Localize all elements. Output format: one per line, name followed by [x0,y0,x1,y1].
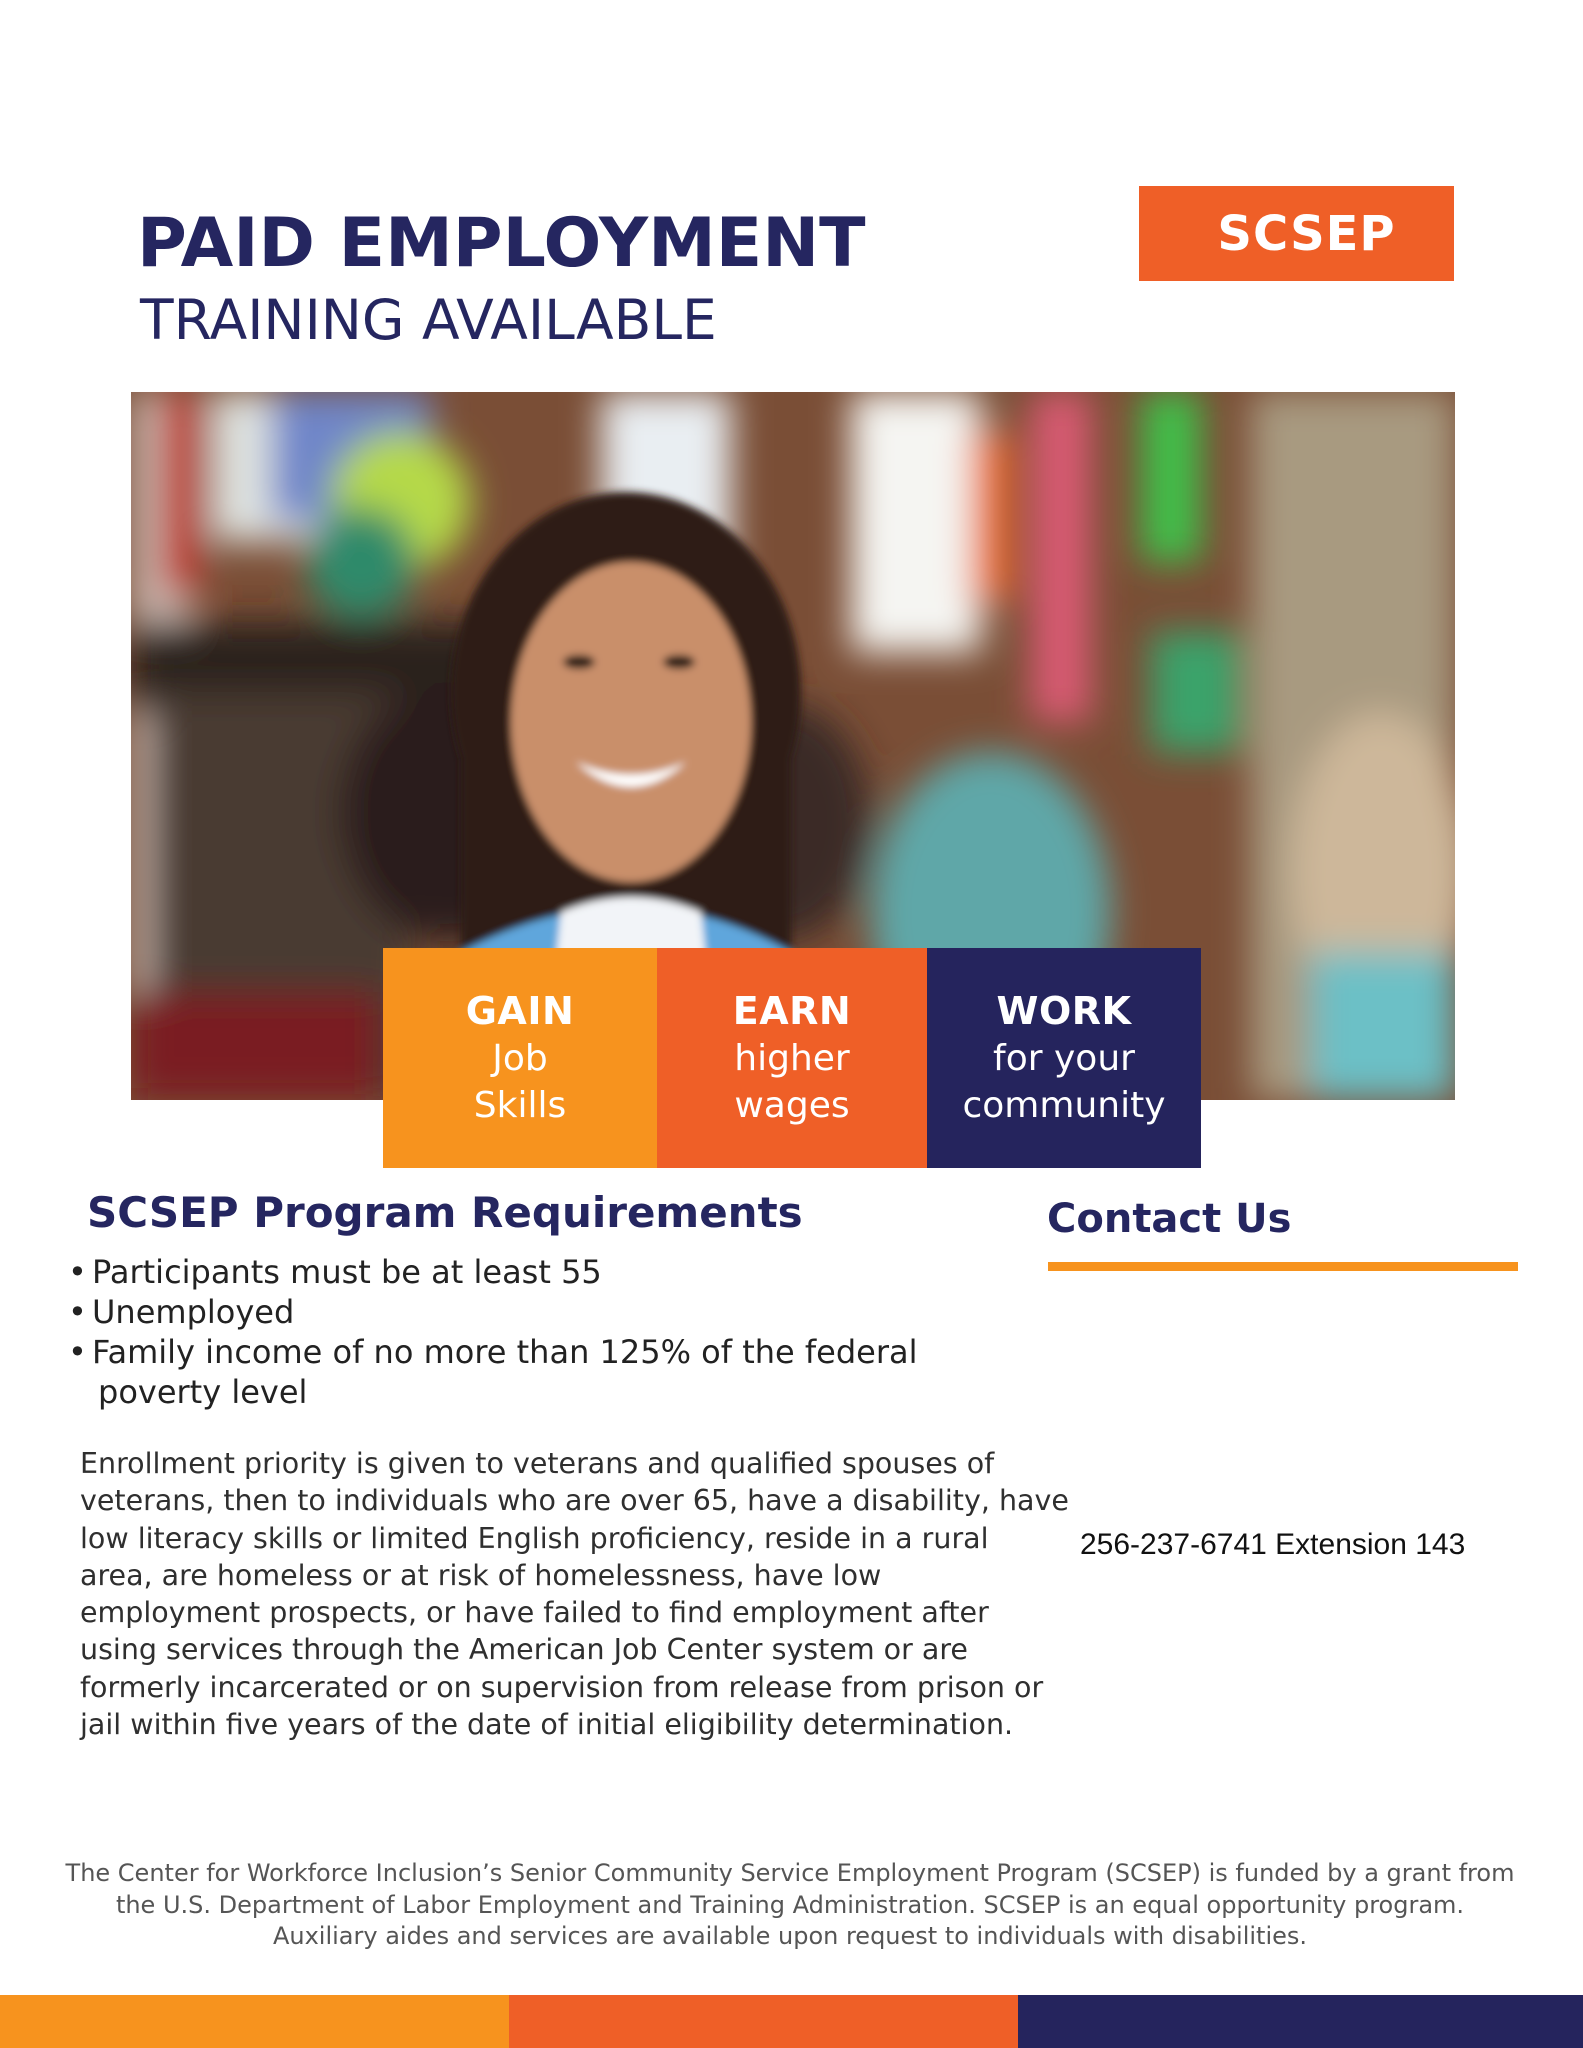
requirements-list [68,1252,917,1412]
panel-gain-line1: Job [492,1038,548,1079]
panel-work-line2: community [962,1085,1166,1126]
contact-divider [1048,1262,1518,1271]
contact-heading: Contact Us [1047,1196,1292,1242]
footer-bar-navy [1018,1995,1583,2048]
panel-earn-line2: wages [734,1085,850,1126]
scsep-badge [1139,186,1454,281]
contact-phone: 256-237-6741 Extension 143 [1080,1528,1466,1561]
requirement-item-text: Unemployed [92,1293,295,1331]
requirement-item [68,1292,917,1332]
panel-work-heading: WORK [996,989,1132,1033]
panel-gain [383,948,657,1168]
panel-gain-heading: GAIN [465,989,575,1033]
enrollment-priority-text: Enrollment priority is given to veterans and qualified spouses of veterans, then to individuals who are over 65, have a disability, have low literacy skills or limited English proficiency, reside in a rural area, are homeless or at risk of homelessness, have low employment prospects, or have failed to find employment after using services through the American Job Center system or are formerly incarcerated or on supervision from release from prison or jail within five years of the date of initial eligibility determination. [80,1447,1069,1742]
footer-bar-orange [0,1995,509,2048]
page-title: PAID EMPLOYMENT [137,204,866,283]
panel-earn [657,948,927,1168]
requirement-item-text: Family income of no more than 125% of the federal [92,1333,918,1371]
panel-earn-line1: higher [734,1038,850,1079]
footer-color-bars [0,1995,1583,2048]
benefit-panels [383,948,1201,1168]
footer-bar-red-orange [509,1995,1018,2048]
badge-label: SCSEP [1217,205,1396,262]
panel-work-line1: for your [993,1038,1135,1079]
requirement-item-continuation: poverty level [98,1373,308,1411]
funding-disclaimer: The Center for Workforce Inclusion’s Senior Community Service Employment Program (SCSEP) is funded by a grant from the U.S. Department of Labor Employment and Training Administration. SCSEP is an equal opportunity program. Auxiliary aides and services are available upon request to individuals with disabilities. [65,1859,1515,1950]
requirement-item [68,1332,917,1412]
page-subtitle: TRAINING AVAILABLE [140,288,717,352]
requirement-item-text: Participants must be at least 55 [92,1253,602,1291]
panel-work [927,948,1201,1168]
panel-earn-heading: EARN [732,989,852,1033]
requirements-heading: SCSEP Program Requirements [87,1188,803,1237]
panel-gain-line2: Skills [473,1085,567,1126]
requirement-item [68,1252,917,1292]
